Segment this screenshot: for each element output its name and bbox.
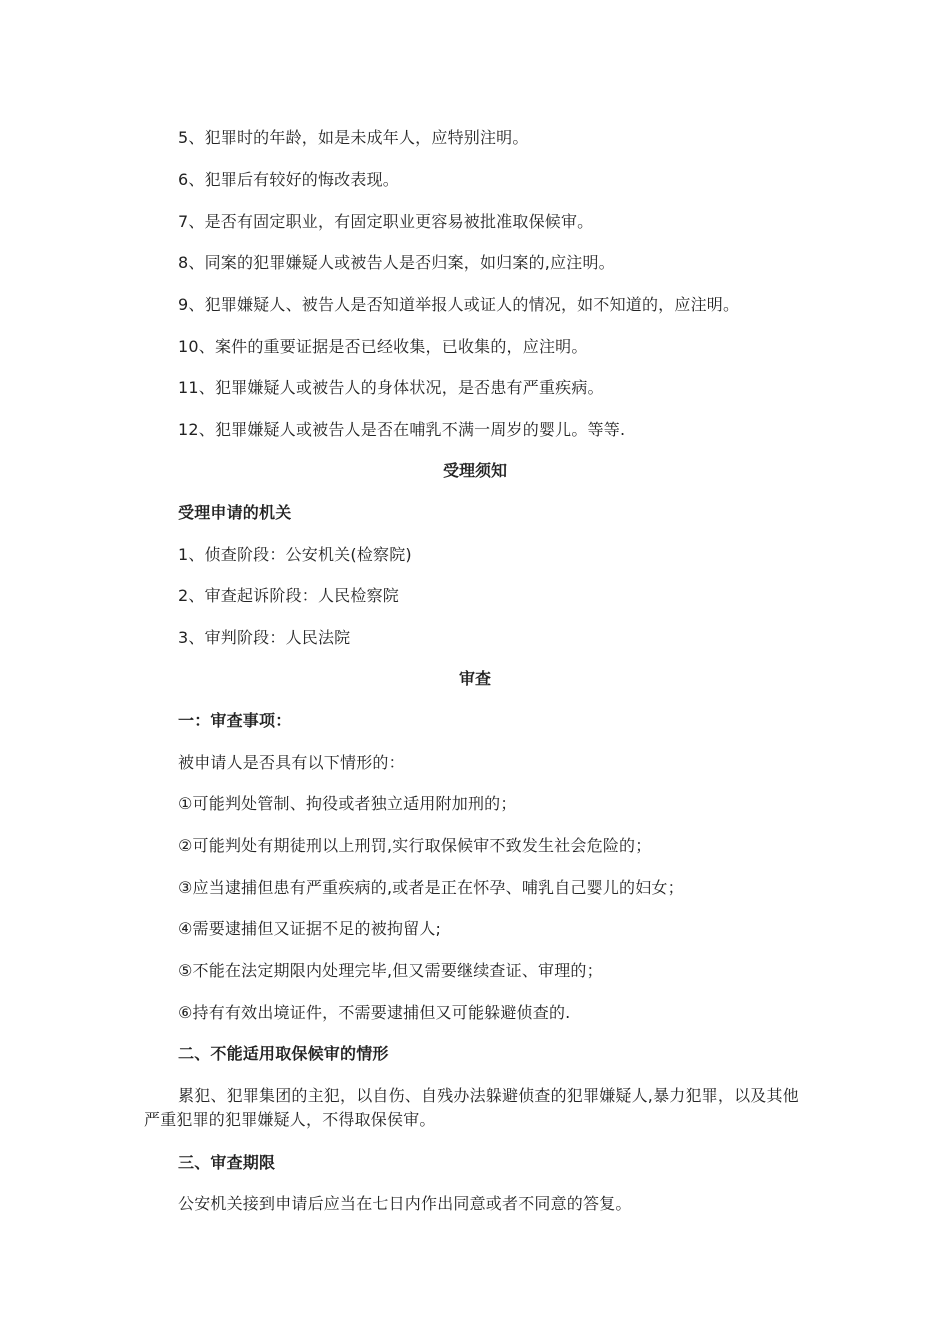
criteria-item-10: 10、案件的重要证据是否已经收集，已收集的，应注明。 xyxy=(178,337,588,356)
review-section1-intro: 被申请人是否具有以下情形的： xyxy=(178,753,405,772)
acceptance-item-2: 2、审查起诉阶段：人民检察院 xyxy=(178,586,399,605)
criteria-item-11: 11、犯罪嫌疑人或被告人的身体状况，是否患有严重疾病。 xyxy=(178,378,604,397)
acceptance-subheading: 受理申请的机关 xyxy=(178,503,292,522)
review-item-1: ①可能判处管制、拘役或者独立适用附加刑的； xyxy=(178,794,517,813)
acceptance-item-1: 1、侦查阶段：公安机关(检察院) xyxy=(178,545,412,564)
review-section2-text: 累犯、犯罪集团的主犯，以自伤、自残办法躲避侦查的犯罪嫌疑人,暴力犯罪，以及其他严重犯罪的犯罪嫌疑人，不得取保侯审。 xyxy=(144,1086,799,1129)
criteria-item-6: 6、犯罪后有较好的悔改表现。 xyxy=(178,170,399,189)
criteria-item-7: 7、是否有固定职业，有固定职业更容易被批准取保候审。 xyxy=(178,212,594,231)
review-item-4: ④需要逮捕但又证据不足的被拘留人; xyxy=(178,919,442,938)
review-section2-title: 二、不能适用取保候审的情形 xyxy=(178,1044,389,1063)
acceptance-heading: 受理须知 xyxy=(442,461,507,480)
review-item-5: ⑤不能在法定期限内处理完毕,但又需要继续查证、审理的； xyxy=(178,961,603,980)
criteria-item-5: 5、犯罪时的年龄，如是未成年人，应特别注明。 xyxy=(178,128,529,147)
review-item-6: ⑥持有有效出境证件，不需要逮捕但又可能躲避侦查的. xyxy=(178,1003,571,1022)
review-item-2: ②可能判处有期徒刑以上刑罚,实行取保候审不致发生社会危险的； xyxy=(178,836,652,855)
review-section3-title: 三、审查期限 xyxy=(178,1153,276,1172)
review-item-3: ③应当逮捕但患有严重疾病的,或者是正在怀孕、哺乳自己婴儿的妇女； xyxy=(178,878,684,897)
acceptance-item-3: 3、审判阶段：人民法院 xyxy=(178,628,351,647)
criteria-item-9: 9、犯罪嫌疑人、被告人是否知道举报人或证人的情况，如不知道的，应注明。 xyxy=(178,295,740,314)
criteria-item-12: 12、犯罪嫌疑人或被告人是否在哺乳不满一周岁的婴儿。等等. xyxy=(178,420,626,439)
review-section3-text: 公安机关接到申请后应当在七日内作出同意或者不同意的答复。 xyxy=(178,1194,632,1213)
review-section1-title: 一：审查事项： xyxy=(178,711,292,730)
review-heading: 审查 xyxy=(458,669,491,688)
criteria-item-8: 8、同案的犯罪嫌疑人或被告人是否归案，如归案的,应注明。 xyxy=(178,253,615,272)
